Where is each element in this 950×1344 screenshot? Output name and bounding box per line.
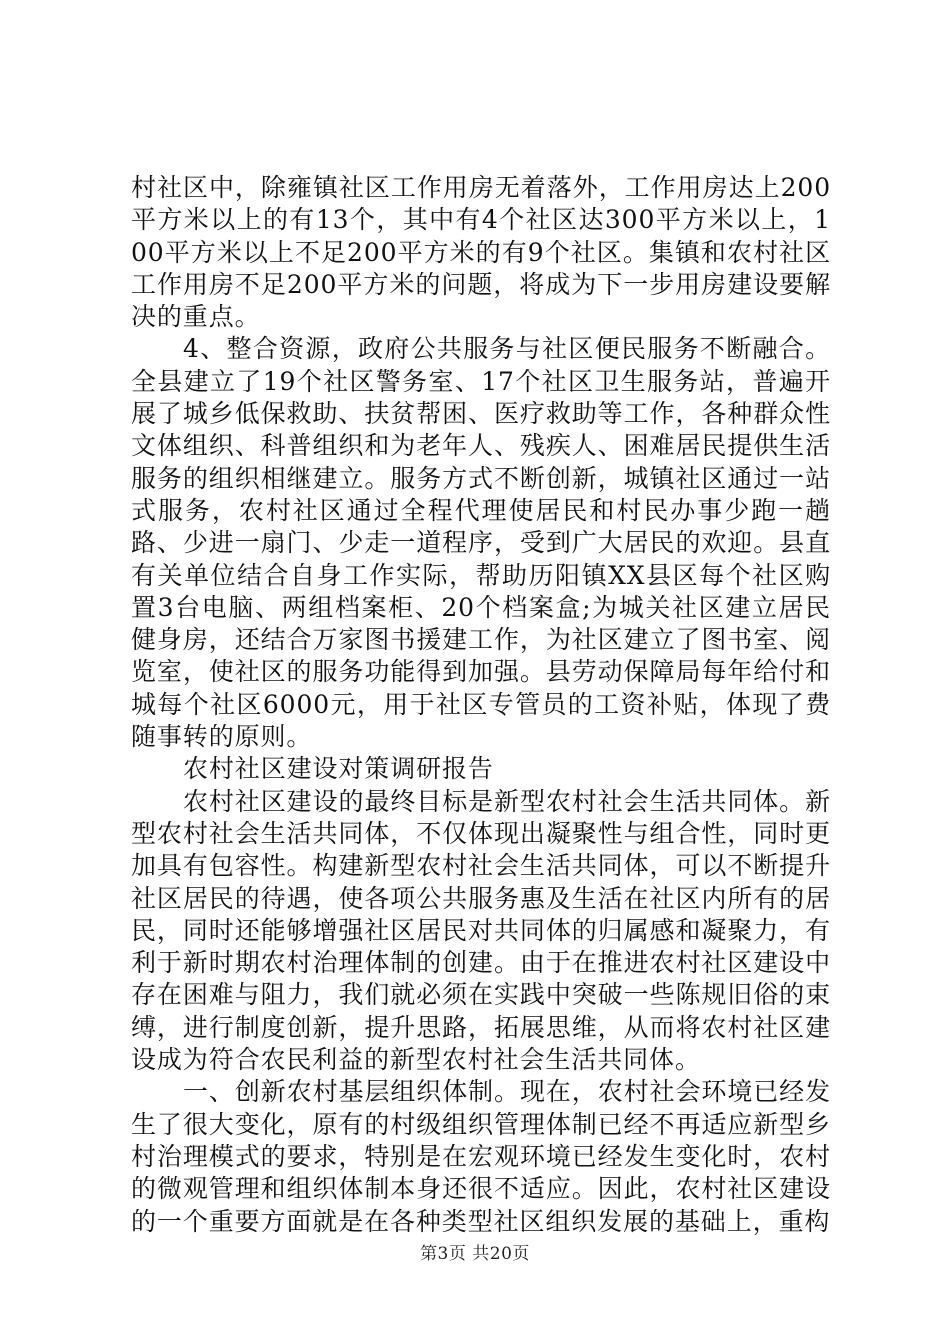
- paragraph-innovate-organization: 一、创新农村基层组织体制。现在，农村社会环境已经发生了很大变化，原有的村级组织管理体制已经不再适应新型乡村治理模式的要求，特别是在宏观环境已经发生变化时，农村的微观管理和组织体制本身还很不适应。因此，农村社区建设的一个重要方面就是在各种类型社区组织发展的基础上，重构: [131, 1077, 831, 1236]
- paragraph-integrate-resources: 4、整合资源，政府公共服务与社区便民服务不断融合。全县建立了19个社区警务室、17个社区卫生服务站，普遍开展了城乡低保救助、扶贫帮困、医疗救助等工作，各种群众性文体组织、科普组织和为老年人、残疾人、困难居民提供生活服务的组织相继建立。服务方式不断创新，城镇社区通过一站式服务，农村社区通过全程代理使居民和村民办事少跑一趟路、少进一扇门、少走一道程序，受到广大居民的欢迎。县直有关单位结合自身工作实际，帮助历阳镇XX县区每个社区购置3台电脑、两组档案柜、20个档案盒;为城关社区建立居民健身房，还结合万家图书援建工作，为社区建立了图书室、阅览室，使社区的服务功能得到加强。县劳动保障局每年给付和城每个社区6000元，用于社区专管员的工资补贴，体现了费随事转的原则。: [131, 334, 831, 752]
- document-body: [131, 172, 831, 1238]
- page-footer: 第3页 共20页: [420, 1244, 530, 1264]
- paragraph-continuation: 村社区中，除雍镇社区工作用房无着落外，工作用房达上200平方米以上的有13个，其中有4个社区达300平方米以上，100平方米以上不足200平方米的有9个社区。集镇和农村社区工作用房不足200平方米的问题，将成为下一步用房建设要解决的重点。: [131, 173, 831, 332]
- section-heading: 农村社区建设对策调研报告: [183, 754, 494, 784]
- paragraph-community-goal: 农村社区建设的最终目标是新型农村社会生活共同体。新型农村社会生活共同体，不仅体现出凝聚性与组合性，同时更加具有包容性。构建新型农村社会生活共同体，可以不断提升社区居民的待遇，使各项公共服务惠及生活在社区内所有的居民，同时还能够增强社区居民对共同体的归属感和凝聚力，有利于新时期农村治理体制的创建。由于在推进农村社区建设中存在困难与阻力，我们就必须在实践中突破一些陈规旧俗的束缚，进行制度创新，提升思路，拓展思维，从而将农村社区建设成为符合农民利益的新型农村社会生活共同体。: [131, 786, 831, 1075]
